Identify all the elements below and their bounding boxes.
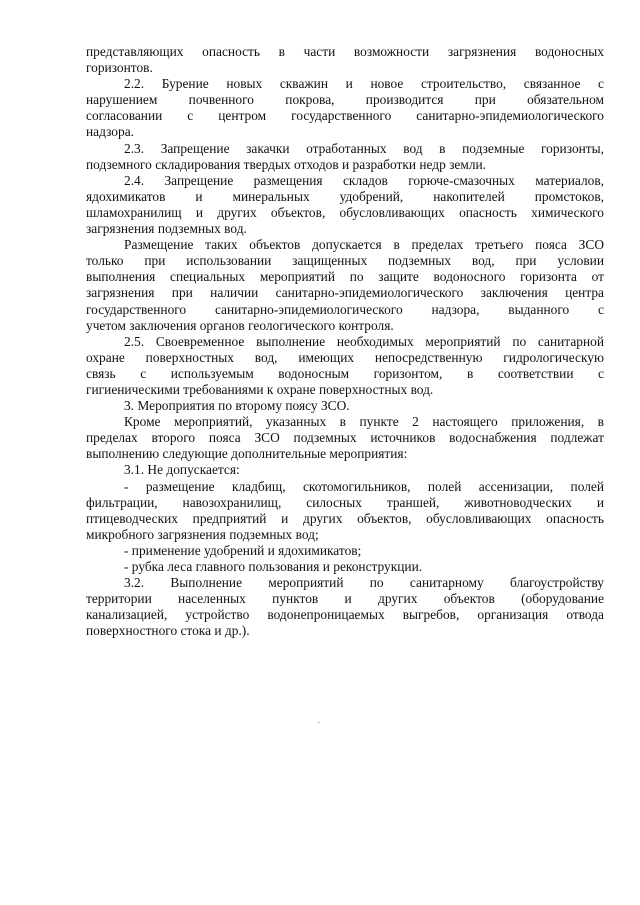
text-line: государственного санитарно-эпидемиологического надзора, выданного с <box>86 301 604 317</box>
text-line: канализацией, устройство водонепроницаемых выгребов, организация отвода <box>86 607 604 623</box>
text-line: пределах второго пояса ЗСО подземных источников водоснабжения подлежат <box>86 430 604 446</box>
text-line: горизонтов. <box>86 60 153 76</box>
text-line: загрязнения подземных вод. <box>86 221 247 237</box>
text-line: гигиеническими требованиями к охране поверхностных вод. <box>86 381 434 397</box>
text-line: только при использовании защищенных подземных вод, при условии <box>86 253 604 269</box>
text-line: подземного складирования твердых отходов и разработки недр земли. <box>86 156 487 172</box>
text-line: поверхностного стока и др.). <box>86 623 250 639</box>
text-line: территории населенных пунктов и других объектов (оборудование <box>86 591 604 607</box>
text-line: 2.4. Запрещение размещения складов горюче-смазочных материалов, <box>124 172 604 188</box>
text-line: нарушением почвенного покрова, производится при обязательном <box>86 92 604 108</box>
text-line: охране поверхностных вод, имеющих непосредственную гидрологическую <box>86 349 604 365</box>
text-line: - рубка леса главного пользования и реконструкции. <box>124 559 423 574</box>
text-line: 3.2. Выполнение мероприятий по санитарному благоустройству <box>124 575 604 591</box>
text-line: Размещение таких объектов допускается в пределах третьего пояса ЗСО <box>124 237 604 253</box>
text-line: выполнения специальных мероприятий по защите водоносного горизонта от <box>86 269 604 285</box>
text-line: надзора. <box>86 124 134 140</box>
text-line: ядохимикатов и минеральных удобрений, накопителей промстоков, <box>86 188 604 204</box>
text-line: - размещение кладбищ, скотомогильников, полей ассенизации, полей <box>124 478 604 494</box>
text-line: - применение удобрений и ядохимикатов; <box>124 542 362 558</box>
text-line: микробного загрязнения подземных вод; <box>86 526 319 542</box>
text-line: 2.2. Бурение новых скважин и новое строительство, связанное с <box>124 76 604 92</box>
text-line: представляющих опасность в части возможности загрязнения водоносных <box>86 44 604 59</box>
text-line: загрязнения при наличии санитарно-эпидемиологического заключения центра <box>86 285 604 301</box>
text-line: 3. Мероприятия по второму поясу ЗСО. <box>124 398 350 414</box>
text-line: птицеводческих предприятий и других объектов, обусловливающих опасность <box>86 510 604 526</box>
text-line: 2.5. Своевременное выполнение необходимых мероприятий по санитарной <box>124 333 604 349</box>
scan-speck <box>318 722 320 723</box>
text-line: 2.3. Запрещение закачки отработанных вод в подземные горизонты, <box>124 140 604 156</box>
text-line: согласовании с центром государственного санитарно-эпидемиологического <box>86 108 604 124</box>
text-line: Кроме мероприятий, указанных в пункте 2 настоящего приложения, в <box>124 414 604 430</box>
text-line: 3.1. Не допускается: <box>124 462 240 478</box>
body-text <box>86 44 604 639</box>
text-line: фильтрации, навозохранилищ, силосных траншей, животноводческих и <box>86 494 604 510</box>
text-line: выполнению следующие дополнительные мероприятия: <box>86 446 408 462</box>
text-line: учетом заключения органов геологического контроля. <box>86 317 394 333</box>
text-line: шламохранилищ и других объектов, обусловливающих опасность химического <box>86 204 604 220</box>
text-line: связь с используемым водоносным горизонтом, в соответствии с <box>86 365 604 381</box>
